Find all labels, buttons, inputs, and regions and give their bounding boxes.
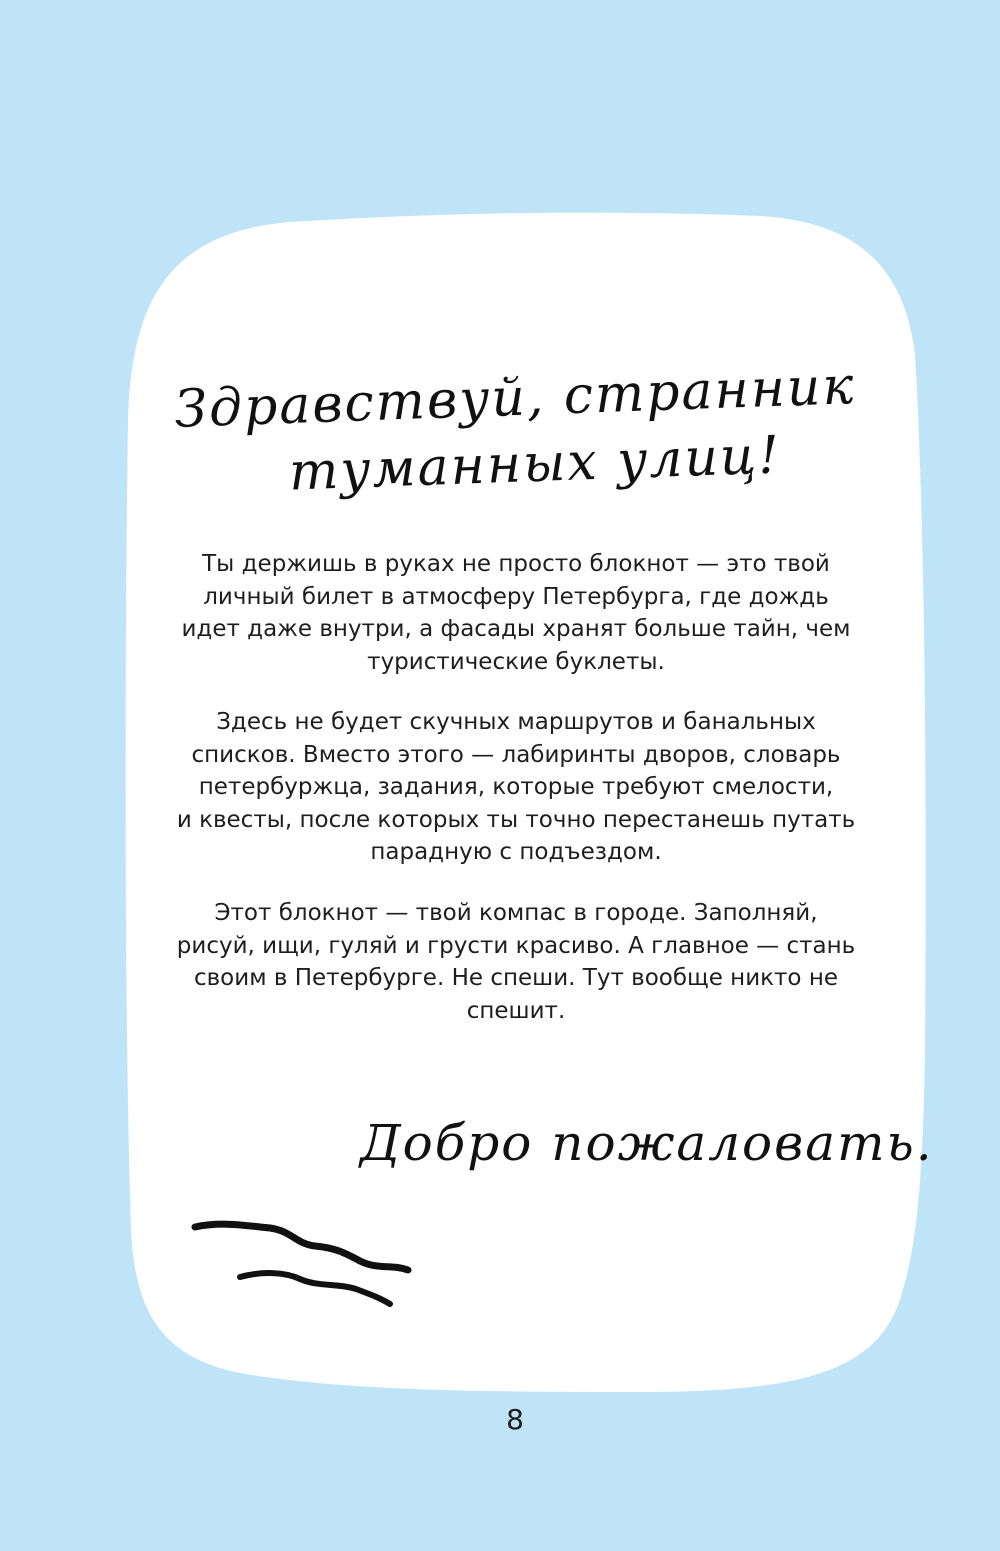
signoff-text: Добро пожаловать. [360,1114,934,1172]
page-number: 8 [506,1403,524,1436]
intro-paragraph-3: Этот блокнот — твой компас в городе. Заполняй, рисуй, ищи, гуляй и грусти красиво. А главное — стань своим в Петербурге. Не спеши. Тут вообще никто не спешит. [176,900,856,1024]
intro-paragraph-2: Здесь не будет скучных маршрутов и банальных списков. Вместо этого — лабиринты дворов, словарь петербуржца, задания, которые требуют смелости, и квесты, после которых ты точно перестанешь путать парадную с подъездом. [176,709,856,865]
intro-paragraph-1: Ты держишь в руках не просто блокнот — это твой личный билет в атмосферу Петербурга, где дождь идет даже внутри, а фасады хранят больше тайн, чем туристические буклеты. [181,551,851,675]
title-line-2: туманных улиц! [287,425,783,503]
title-line-1: Здравствуй, странник [173,356,857,440]
